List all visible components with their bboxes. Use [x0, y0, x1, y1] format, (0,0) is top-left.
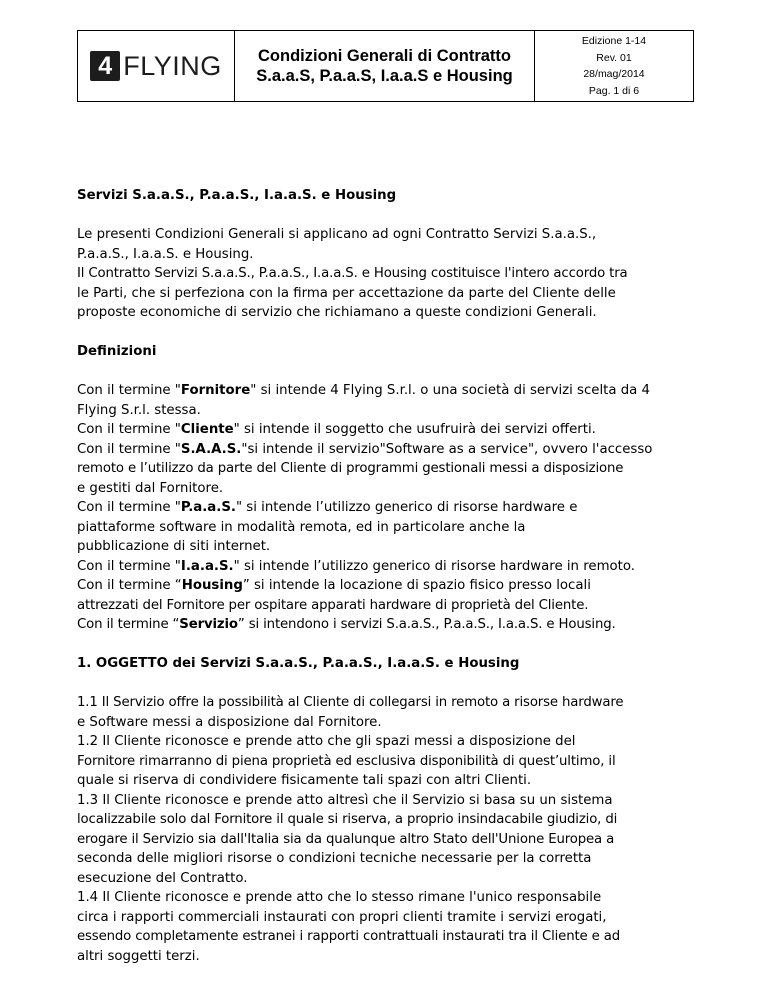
term-cliente: Cliente — [180, 422, 234, 437]
header-title-line1: Condizioni Generali di Contratto — [258, 47, 511, 65]
definition-servizio: Con il termine “Servizio” si intendono i servizi S.a.a.S., P.a.a.S., I.a.a.S. e Housing. — [77, 617, 616, 632]
definition-fornitore: Con il termine "Fornitore" si intende 4 Flying S.r.l. o una società di servizi scelta da 4 — [77, 383, 651, 398]
definition-saas: Con il termine "S.A.A.S."si intende il servizio"Software as a service", ovvero l'accesso — [77, 441, 653, 457]
term-housing: Housing — [181, 578, 243, 593]
definition-line: piattaforme software in modalità remota, ed in particolare anche la — [77, 519, 526, 535]
definition-line: remoto e l’utilizzo da parte del Cliente di programmi gestionali messi a disposizione — [77, 461, 624, 476]
revision-label: Rev. 01 — [596, 51, 632, 64]
term-fornitore: Fornitore — [180, 383, 251, 398]
oggetto-line: 1.3 Il Cliente riconosce e prende atto altresì che il Servizio si basa su un sistema — [77, 792, 613, 808]
oggetto-line: esecuzione del Contratto. — [77, 870, 248, 886]
intro-line: le Parti, che si perfeziona con la firma per accettazione da parte del Cliente delle — [77, 285, 616, 301]
oggetto-line: localizzabile solo dal Fornitore il quale si riserva, a proprio insindacabile giudizio, di — [77, 812, 618, 827]
oggetto-line: erogare il Servizio sia dall'Italia sia da qualunque altro Stato dell'Unione Europea a — [77, 831, 615, 847]
oggetto-line: 1.4 Il Cliente riconosce e prende atto che lo stesso rimane l'unico responsabile — [77, 890, 602, 905]
oggetto-line: 1.1 Il Servizio offre la possibilità al Cliente di collegarsi in remoto a risorse hardware — [77, 695, 624, 710]
edition-label: Edizione 1-14 — [581, 35, 647, 47]
section-heading-oggetto: 1. OGGETTO dei Servizi S.a.a.S., P.a.a.S., I.a.a.S. e Housing — [77, 656, 520, 671]
intro-line: P.a.a.S., I.a.a.S. e Housing. — [77, 246, 254, 262]
oggetto-line: circa i rapporti commerciali instaurati con propri clienti tramite i servizi erogati, — [77, 909, 607, 925]
oggetto-line: essendo completamente estranei i rapporti contrattuali instaurati tra il Cliente e ad — [77, 929, 621, 944]
section-heading-definitions: Definizioni — [77, 344, 157, 359]
document-header — [77, 30, 694, 102]
oggetto-line: e Software messi a disposizione dal Fornitore. — [77, 714, 382, 730]
header-title-line2: S.a.a.S, P.a.a.S, I.a.a.S e Housing — [256, 67, 513, 85]
definition-iaas: Con il termine "I.a.a.S." si intende l’utilizzo generico di risorse hardware in remoto. — [77, 558, 635, 574]
logo-number: 4 — [90, 51, 120, 81]
definition-line: attrezzati del Fornitore per ospitare apparati hardware di proprietà del Cliente. — [77, 597, 589, 613]
intro-line: Il Contratto Servizi S.a.a.S., P.a.a.S., I.a.a.S. e Housing costituisce l'intero accordo tra — [77, 266, 628, 281]
document-body — [77, 186, 697, 966]
definition-line: pubblicazione di siti internet. — [77, 539, 271, 554]
oggetto-line: Fornitore rimarranno di piena proprietà ed esclusiva disponibilità di quest’ultimo, il — [77, 753, 616, 769]
logo-cell — [78, 31, 235, 101]
header-meta-cell — [535, 31, 693, 101]
oggetto-line: 1.2 Il Cliente riconosce e prende atto che gli spazi messi a disposizione del — [77, 734, 576, 749]
intro-line: proposte economiche di servizio che richiamano a queste condizioni Generali. — [77, 305, 597, 320]
term-iaas: I.a.a.S. — [180, 558, 234, 574]
term-saas: S.A.A.S. — [180, 441, 242, 457]
term-paas: P.a.a.S. — [180, 500, 236, 515]
section-heading-services: Servizi S.a.a.S., P.a.a.S., I.a.a.S. e Housing — [77, 188, 397, 203]
header-title-cell — [235, 31, 535, 101]
oggetto-line: seconda delle migliori risorse o condizioni tecniche necessarie per la corretta — [77, 851, 592, 866]
logo-text: FLYING — [123, 50, 222, 81]
intro-line: Le presenti Condizioni Generali si applicano ad ogni Contratto Servizi S.a.a.S., — [77, 227, 597, 242]
company-logo — [90, 51, 222, 82]
definition-line: e gestiti dal Fornitore. — [77, 480, 224, 496]
page-number: Pag. 1 di 6 — [588, 84, 640, 97]
definition-housing: Con il termine “Housing” si intende la locazione di spazio fisico presso locali — [77, 578, 591, 593]
definition-paas: Con il termine "P.a.a.S." si intende l’utilizzo generico di risorse hardware e — [77, 500, 578, 515]
definition-line: Flying S.r.l. stessa. — [77, 402, 201, 418]
term-servizio: Servizio — [179, 617, 238, 632]
oggetto-line: quale si riserva di condividere fisicamente tali spazi con altri Clienti. — [77, 773, 532, 788]
date-label: 28/mag/2014 — [583, 68, 645, 80]
definition-cliente: Con il termine "Cliente" si intende il soggetto che usufruirà dei servizi offerti. — [77, 422, 596, 437]
oggetto-line: altri soggetti terzi. — [77, 948, 200, 964]
